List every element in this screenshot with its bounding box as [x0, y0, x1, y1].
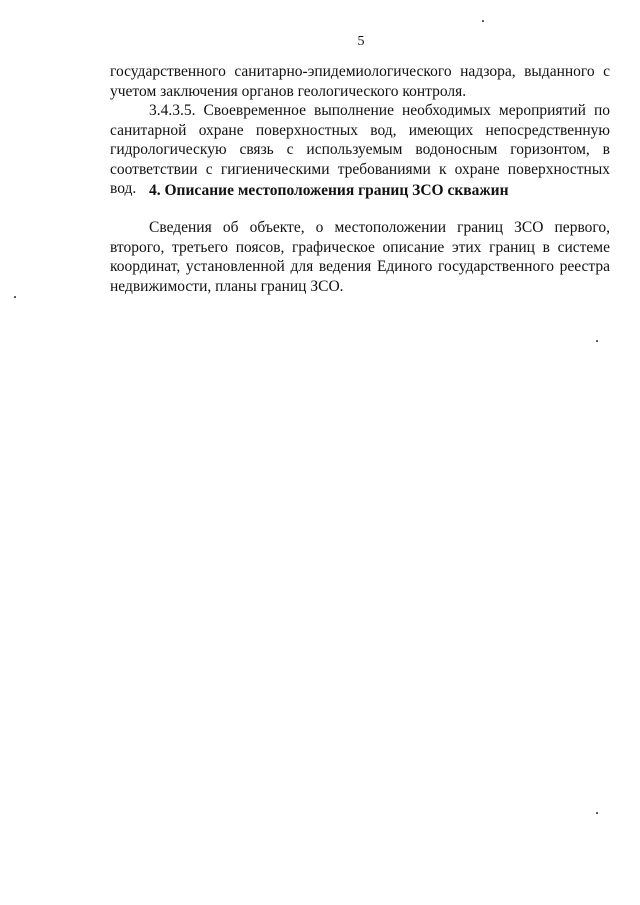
- paragraph-section-4: Сведения об объекте, о местоположении границ ЗСО первого, второго, третьего поясов, графическое описание этих границ в системе координат, установленной для ведения Единого государственного реестра недвижимости, планы границ ЗСО.: [110, 219, 610, 295]
- paragraph-3-4-3-5: 3.4.3.5. Своевременное выполнение необходимых мероприятий по санитарной охране поверхностных вод, имеющих непосредственную гидрологическую связь с используемым водоносным горизонтом, в соответствии с гигиеническими требованиями к охране поверхностных вод.: [110, 102, 610, 197]
- scan-speck: [596, 340, 598, 342]
- paragraph-continuation: государственного санитарно-эпидемиологического надзора, выданного с учетом заключения органов геологического контроля.: [110, 63, 610, 100]
- scan-speck: [14, 296, 16, 298]
- scan-speck: [596, 812, 598, 814]
- page-number: 5: [357, 34, 365, 49]
- section-heading: 4. Описание местоположения границ ЗСО скважин: [149, 182, 509, 199]
- scan-speck: [482, 20, 484, 22]
